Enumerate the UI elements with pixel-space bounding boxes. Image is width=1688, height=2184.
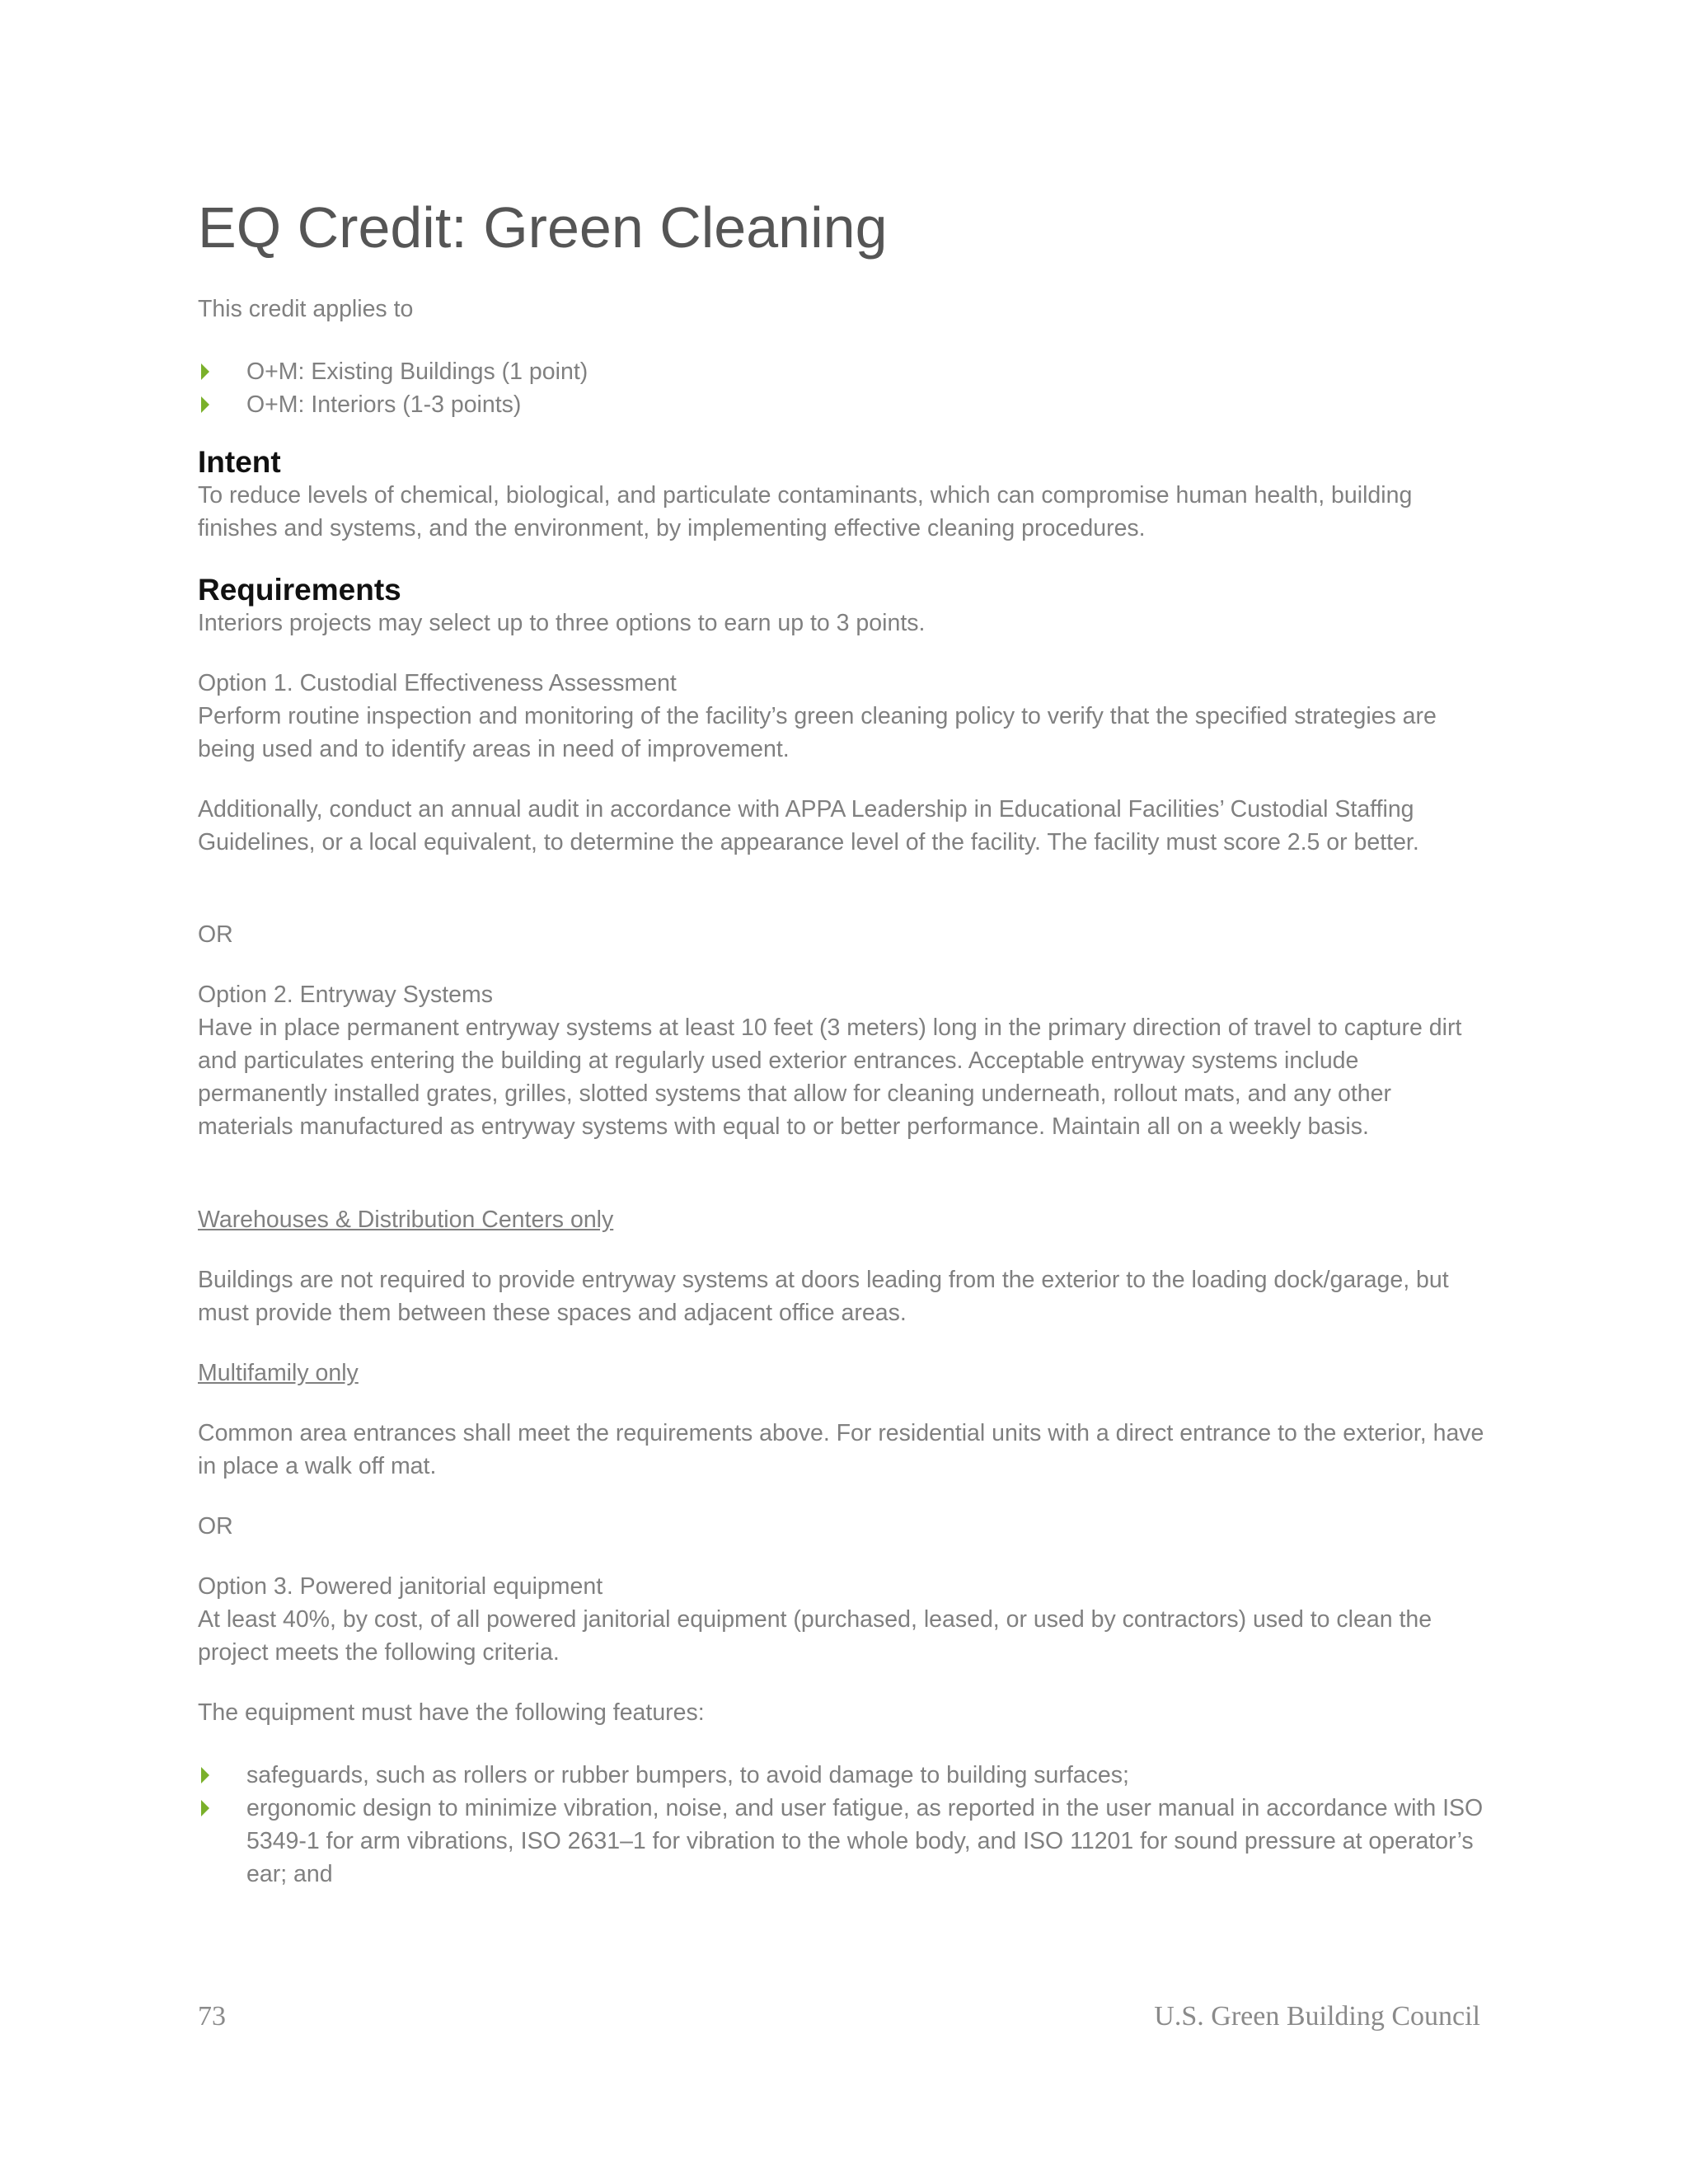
list-item: O+M: Interiors (1-3 points): [198, 388, 1492, 421]
list-item: safeguards, such as rollers or rubber bumpers, to avoid damage to building surfaces;: [198, 1759, 1492, 1792]
option1-text-additional: Additionally, conduct an annual audit in accordance with APPA Leadership in Educational Facilities’ Custodial Staffing Guidelines, or a local equivalent, to determine the appearance level of the facility. The facility must score 2.5 or better.: [198, 796, 1419, 855]
bullet-arrow-icon: [201, 396, 209, 413]
page-number: 73: [198, 2001, 226, 2032]
option2-title: Option 2. Entryway Systems: [198, 982, 493, 1008]
list-item: O+M: Existing Buildings (1 point): [198, 355, 1492, 388]
warehouses-heading: Warehouses & Distribution Centers only: [198, 1207, 614, 1233]
option3-text: At least 40%, by cost, of all powered janitorial equipment (purchased, leased, or used by contractors) used to clean the project meets the following criteria.: [198, 1606, 1432, 1666]
list-item: ergonomic design to minimize vibration, noise, and user fatigue, as reported in the user manual in accordance with ISO 5349-1 for arm vibrations, ISO 2631–1 for vibration to the whole body, and ISO 11201 for sound pressure at operator’s ear; and: [198, 1792, 1492, 1891]
intent-text: To reduce levels of chemical, biological, and particulate contaminants, which can compromise human health, building finishes and systems, and the environment, by implementing effective cleaning procedures.: [198, 482, 1413, 541]
or-separator: OR: [198, 921, 233, 948]
option3-title: Option 3. Powered janitorial equipment: [198, 1573, 603, 1600]
intent-heading: Intent: [198, 445, 281, 479]
bullet-arrow-icon: [201, 1767, 209, 1783]
warehouses-text: Buildings are not required to provide entryway systems at doors leading from the exterior to the loading dock/garage, but must provide them between these spaces and adjacent office areas.: [198, 1267, 1449, 1326]
requirements-heading: Requirements: [198, 573, 401, 607]
option2-text: Have in place permanent entryway systems at least 10 feet (3 meters) long in the primary direction of travel to capture dirt and particulates entering the building at regularly used exterior entrances. Acceptable entryway systems include permanently installed grates, grilles, slotted systems that allow for cleaning underneath, rollout mats, and any other materials manufactured as entryway systems with equal to or better performance. Maintain all on a weekly basis.: [198, 1015, 1462, 1140]
page-title: EQ Credit: Green Cleaning: [198, 195, 888, 260]
bullet-arrow-icon: [201, 363, 209, 380]
or-separator: OR: [198, 1513, 233, 1540]
bullet-arrow-icon: [201, 1800, 209, 1816]
option3-features-intro: The equipment must have the following features:: [198, 1699, 705, 1726]
option1-text: Perform routine inspection and monitoring of the facility’s green cleaning policy to verify that the specified strategies are being used and to identify areas in need of improvement.: [198, 703, 1437, 762]
footer-organization: U.S. Green Building Council: [1154, 2001, 1480, 2032]
multifamily-heading: Multifamily only: [198, 1360, 359, 1386]
multifamily-text: Common area entrances shall meet the requirements above. For residential units with a direct entrance to the exterior, have in place a walk off mat.: [198, 1420, 1484, 1479]
requirements-intro: Interiors projects may select up to three options to earn up to 3 points.: [198, 610, 926, 636]
applies-intro: This credit applies to: [198, 296, 414, 322]
option1-title: Option 1. Custodial Effectiveness Assessment: [198, 670, 677, 696]
